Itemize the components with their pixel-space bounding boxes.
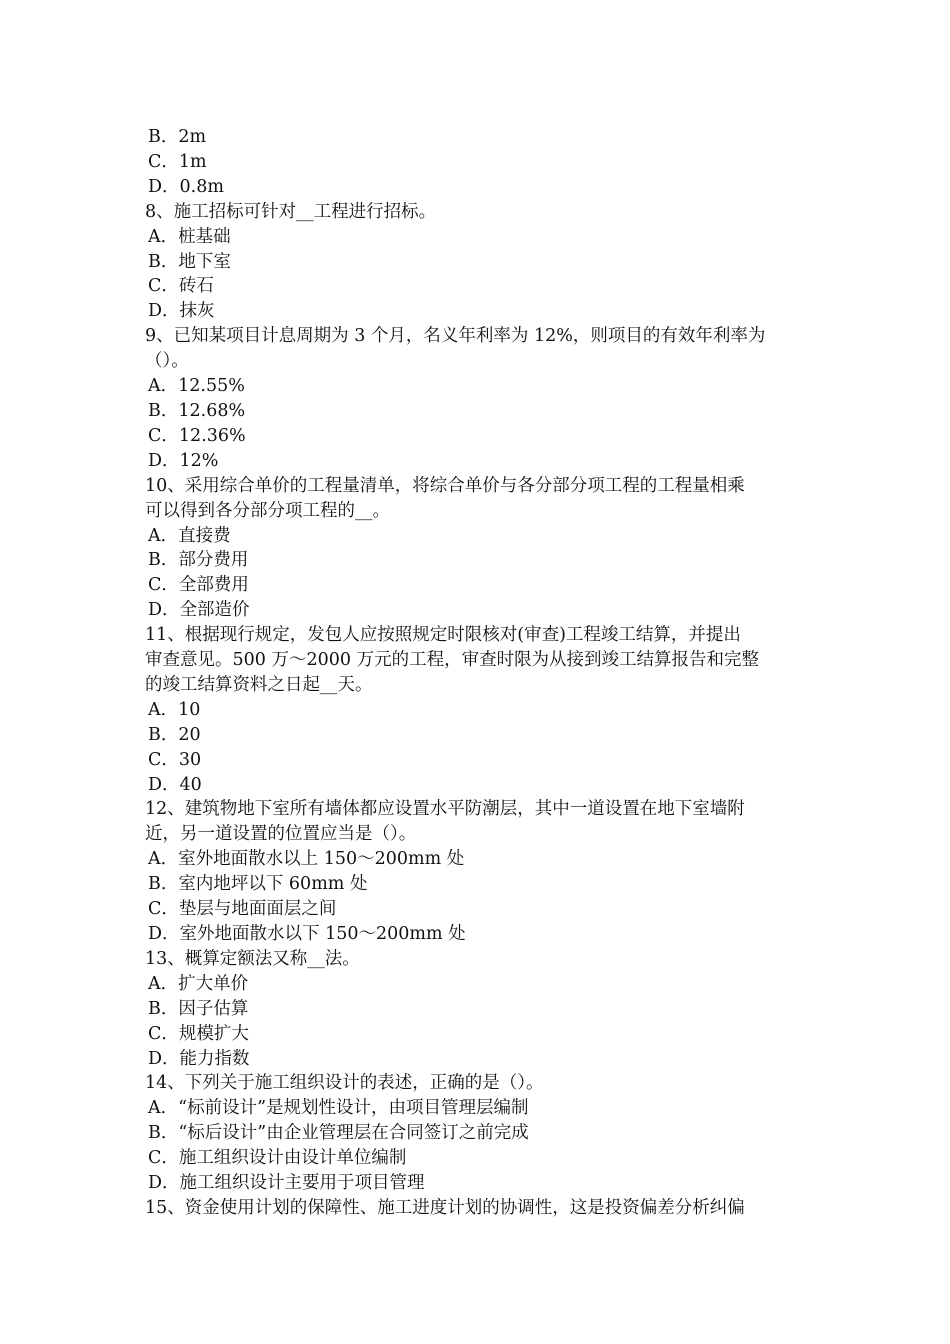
question-text: 11、根据现行规定，发包人应按照规定时限核对(审查)工程竣工结算，并提出 xyxy=(145,625,741,646)
answer-option: B．地下室 xyxy=(148,251,231,272)
answer-option: B．20 xyxy=(148,724,201,745)
answer-option: C．砖石 xyxy=(148,276,214,297)
answer-option: A．“标前设计”是规划性设计，由项目管理层编制 xyxy=(148,1098,529,1119)
question-text: 13、概算定额法又称__法。 xyxy=(145,948,360,969)
answer-option: A．扩大单价 xyxy=(148,973,249,994)
question-text: 9、已知某项目计息周期为 3 个月，名义年利率为 12%，则项目的有效年利率为 xyxy=(145,326,766,347)
answer-option: B．2m xyxy=(148,127,207,147)
answer-option: C．30 xyxy=(148,749,202,770)
answer-option: C．垫层与地面面层之间 xyxy=(148,899,337,920)
document-body xyxy=(145,125,810,1221)
answer-option: C．规模扩大 xyxy=(148,1023,249,1044)
answer-option: A．10 xyxy=(148,699,201,720)
answer-option: D．40 xyxy=(148,774,202,795)
question-text: 的竣工结算资料之日起__天。 xyxy=(145,674,373,695)
question-text: 14、下列关于施工组织设计的表述，正确的是（）。 xyxy=(145,1073,544,1094)
answer-option: A．直接费 xyxy=(148,525,231,546)
answer-option: B．部分费用 xyxy=(148,550,249,571)
question-text: 8、施工招标可针对__工程进行招标。 xyxy=(145,201,437,222)
answer-option: B．“标后设计”由企业管理层在合同签订之前完成 xyxy=(148,1123,529,1144)
answer-option: A．室外地面散水以上 150～200mm 处 xyxy=(148,849,465,870)
answer-option: D．全部造价 xyxy=(148,600,250,621)
answer-option: D．12% xyxy=(148,450,219,471)
answer-option: B．12.68% xyxy=(148,400,246,421)
answer-option: D．抹灰 xyxy=(148,301,215,322)
answer-option: D．室外地面散水以下 150～200mm 处 xyxy=(148,924,466,944)
answer-option: D．能力指数 xyxy=(148,1048,250,1069)
question-text: 审查意见。500 万～2000 万元的工程，审查时限为从接到竣工结算报告和完整 xyxy=(145,650,760,671)
answer-option: D．0.8m xyxy=(148,176,224,197)
question-text: 近，另一道设置的位置应当是（）。 xyxy=(145,824,417,845)
answer-option: A．桩基础 xyxy=(148,226,231,247)
answer-option: B．室内地坪以下 60mm 处 xyxy=(148,874,368,895)
question-text: 10、采用综合单价的工程量清单，将综合单价与各分部分项工程的工程量相乘 xyxy=(145,475,745,496)
answer-option: B．因子估算 xyxy=(148,998,249,1019)
answer-option: A．12.55% xyxy=(148,376,245,397)
question-text: 15、资金使用计划的保障性、施工进度计划的协调性，这是投资偏差分析纠偏 xyxy=(145,1197,745,1218)
question-text: （）。 xyxy=(145,351,189,372)
answer-option: C．1m xyxy=(148,151,207,172)
question-text: 12、建筑物地下室所有墙体都应设置水平防潮层，其中一道设置在地下室墙附 xyxy=(145,799,745,820)
answer-option: C．施工组织设计由设计单位编制 xyxy=(148,1148,407,1169)
answer-option: C．全部费用 xyxy=(148,575,249,596)
answer-option: C．12.36% xyxy=(148,425,246,446)
question-text: 可以得到各分部分项工程的__。 xyxy=(145,500,390,521)
answer-option: D．施工组织设计主要用于项目管理 xyxy=(148,1173,425,1194)
